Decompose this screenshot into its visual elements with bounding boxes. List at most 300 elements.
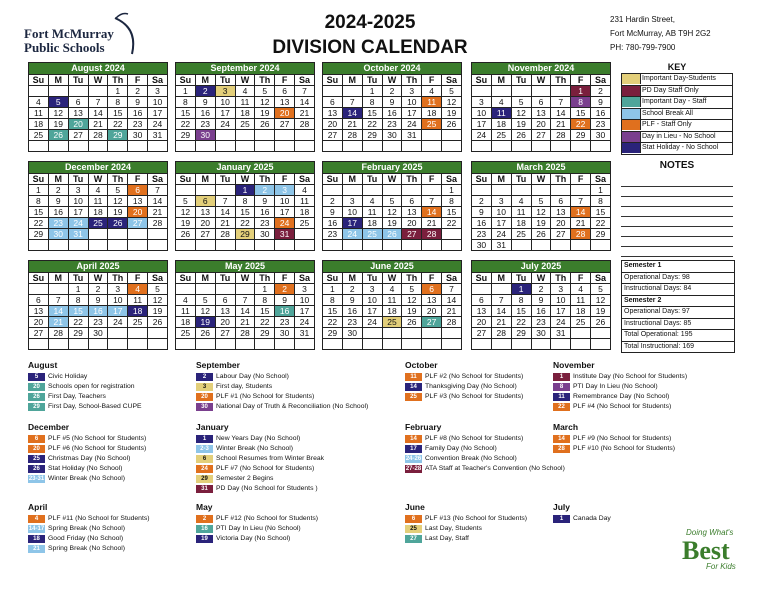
weekday-label: F: [128, 273, 148, 284]
day-cell: 10: [491, 207, 511, 218]
day-cell: 1: [571, 86, 591, 97]
key-swatch: [622, 97, 641, 107]
day-cell: 9: [255, 196, 275, 207]
day-cell: 2: [591, 86, 611, 97]
day-cell: 25: [29, 130, 49, 141]
weekday-label: Su: [472, 273, 492, 284]
weekday-label: Su: [176, 174, 196, 185]
day-cell: [551, 185, 571, 196]
event-label: Last Day, Staff: [425, 535, 469, 542]
day-cell: [215, 339, 235, 350]
event-label: Last Day, Students: [425, 525, 482, 532]
day-cell: 23: [342, 317, 362, 328]
day-cell: 23: [48, 218, 68, 229]
day-cell: 12: [511, 108, 531, 119]
day-cell: [422, 240, 442, 251]
day-cell: 20: [422, 306, 442, 317]
day-cell: [491, 141, 511, 152]
event-date-badge: 2: [196, 373, 213, 381]
day-cell: [235, 130, 255, 141]
day-cell: 3: [472, 97, 492, 108]
weekday-label: M: [491, 174, 511, 185]
day-cell: 29: [235, 229, 255, 240]
event-date-badge: 25: [405, 525, 422, 533]
event-label: Semester 2 Begins: [216, 475, 274, 482]
day-cell: 26: [148, 317, 168, 328]
event-label: School Resumes from Winter Break: [216, 455, 325, 462]
weekday-label: W: [235, 75, 255, 86]
day-cell: 11: [382, 295, 402, 306]
event-row: [28, 534, 150, 544]
event-label: PLF #2 (No School for Students): [425, 373, 524, 380]
day-cell: [491, 284, 511, 295]
event-row: [553, 402, 687, 412]
day-cell: 20: [323, 119, 343, 130]
key-swatch: [622, 74, 641, 84]
event-label: PLF #11 (No School for Students): [48, 515, 150, 522]
day-cell: 6: [29, 295, 49, 306]
day-cell: [342, 86, 362, 97]
day-cell: 18: [128, 306, 148, 317]
event-row: [28, 524, 150, 534]
day-cell: 24: [295, 317, 315, 328]
day-cell: 27: [275, 119, 295, 130]
weekday-label: Sa: [442, 273, 462, 284]
day-cell: [108, 328, 128, 339]
day-cell: 11: [422, 97, 442, 108]
day-cell: 7: [148, 185, 168, 196]
day-cell: [88, 339, 108, 350]
day-cell: 2: [255, 185, 275, 196]
day-cell: [591, 240, 611, 251]
weekday-label: F: [128, 174, 148, 185]
day-cell: 19: [195, 317, 215, 328]
day-cell: [275, 339, 295, 350]
weekday-label: Su: [472, 174, 492, 185]
day-cell: 23: [591, 119, 611, 130]
month-calendar: [471, 62, 611, 152]
weekday-label: Sa: [148, 75, 168, 86]
key-swatch: [622, 120, 641, 130]
day-cell: 27: [215, 328, 235, 339]
weekday-label: Th: [255, 273, 275, 284]
event-label: PLF #8 (No School for Students): [425, 435, 524, 442]
day-cell: 11: [88, 196, 108, 207]
day-cell: [108, 229, 128, 240]
day-cell: 13: [29, 306, 49, 317]
day-cell: 15: [511, 306, 531, 317]
day-cell: [591, 141, 611, 152]
day-cell: 14: [48, 306, 68, 317]
event-date-badge: 1: [196, 435, 213, 443]
day-cell: 16: [531, 306, 551, 317]
day-cell: 12: [108, 196, 128, 207]
day-cell: [442, 328, 462, 339]
weekday-label: Tu: [362, 273, 382, 284]
day-cell: [275, 141, 295, 152]
day-cell: 20: [551, 218, 571, 229]
event-label: Good Friday (No School): [48, 535, 124, 542]
day-cell: 22: [68, 317, 88, 328]
day-cell: 2: [342, 284, 362, 295]
day-cell: 4: [422, 86, 442, 97]
event-label: Institute Day (No School for Students): [573, 373, 688, 380]
day-cell: 11: [176, 306, 196, 317]
day-cell: 7: [491, 295, 511, 306]
day-cell: [128, 328, 148, 339]
key-item: [621, 109, 733, 121]
weekday-label: W: [88, 174, 108, 185]
day-cell: 8: [591, 196, 611, 207]
key-label: Day in Lieu - No School: [642, 132, 716, 140]
day-cell: 5: [195, 295, 215, 306]
weekday-label: F: [128, 75, 148, 86]
weekday-label: M: [48, 174, 68, 185]
day-cell: 4: [382, 284, 402, 295]
weekday-label: W: [531, 273, 551, 284]
day-cell: [88, 229, 108, 240]
day-cell: 9: [195, 97, 215, 108]
note-line: [621, 187, 733, 197]
month-calendar: [175, 260, 315, 350]
weekday-label: Tu: [511, 174, 531, 185]
day-cell: 6: [472, 295, 492, 306]
day-cell: 14: [442, 295, 462, 306]
event-group: [405, 360, 523, 402]
month-title: April 2025: [28, 260, 168, 272]
event-row: [405, 464, 565, 474]
day-cell: [422, 185, 442, 196]
day-cell: 21: [422, 218, 442, 229]
event-date-badge: 6: [28, 435, 45, 443]
event-row: [196, 474, 324, 484]
weekday-label: Tu: [68, 75, 88, 86]
day-cell: [551, 339, 571, 350]
day-cell: [571, 339, 591, 350]
weekday-label: M: [491, 273, 511, 284]
event-month: April: [28, 502, 48, 512]
day-cell: [402, 339, 422, 350]
day-cell: [176, 141, 196, 152]
day-cell: 5: [402, 284, 422, 295]
day-cell: 24: [148, 119, 168, 130]
brand-line-3: For Kids: [706, 562, 736, 571]
day-cell: [176, 284, 196, 295]
day-cell: 13: [128, 196, 148, 207]
event-row: [405, 372, 523, 382]
day-cell: 22: [235, 218, 255, 229]
weekday-label: Su: [29, 273, 49, 284]
event-group: [553, 360, 687, 412]
day-cell: 4: [88, 185, 108, 196]
day-cell: [295, 229, 315, 240]
day-cell: 9: [88, 295, 108, 306]
day-cell: 31: [68, 229, 88, 240]
event-row: [28, 514, 150, 524]
day-cell: [491, 185, 511, 196]
day-cell: 25: [491, 130, 511, 141]
day-cell: [571, 328, 591, 339]
day-cell: 9: [342, 295, 362, 306]
address-city: Fort McMurray, AB T9H 2G2: [610, 29, 711, 38]
weekday-label: Su: [472, 75, 492, 86]
day-cell: 30: [382, 130, 402, 141]
day-cell: 9: [128, 97, 148, 108]
day-cell: 29: [571, 130, 591, 141]
day-cell: 24: [362, 317, 382, 328]
day-cell: 8: [235, 196, 255, 207]
weekday-label: Tu: [362, 174, 382, 185]
day-cell: 21: [148, 207, 168, 218]
day-cell: 30: [255, 229, 275, 240]
day-cell: 28: [422, 229, 442, 240]
day-cell: [472, 86, 492, 97]
weekday-label: M: [491, 75, 511, 86]
day-cell: 20: [531, 119, 551, 130]
day-cell: 10: [362, 295, 382, 306]
day-cell: [323, 185, 343, 196]
day-cell: 15: [235, 207, 255, 218]
event-row: [196, 514, 318, 524]
event-month: December: [28, 422, 70, 432]
month-calendar: [471, 260, 611, 350]
event-group: [28, 502, 150, 554]
event-date-badge: 31: [196, 485, 213, 493]
event-row: [196, 392, 368, 402]
day-cell: [472, 284, 492, 295]
day-cell: 25: [511, 229, 531, 240]
event-label: Spring Break (No School): [48, 545, 126, 552]
day-cell: 25: [128, 317, 148, 328]
day-cell: 28: [235, 328, 255, 339]
day-cell: [571, 240, 591, 251]
day-cell: 10: [472, 108, 492, 119]
day-cell: [295, 141, 315, 152]
weekday-label: W: [382, 273, 402, 284]
event-row: [196, 484, 324, 494]
day-cell: 29: [68, 328, 88, 339]
day-cell: 22: [362, 119, 382, 130]
weekday-label: W: [88, 273, 108, 284]
day-cell: [323, 240, 343, 251]
day-cell: 1: [591, 185, 611, 196]
weekday-label: F: [422, 273, 442, 284]
day-cell: 13: [195, 207, 215, 218]
day-cell: 25: [382, 317, 402, 328]
day-cell: 23: [255, 218, 275, 229]
day-cell: 24: [551, 317, 571, 328]
event-date-badge: 23-31: [28, 476, 45, 482]
day-cell: 26: [442, 119, 462, 130]
weekday-label: F: [571, 174, 591, 185]
day-cell: 17: [402, 108, 422, 119]
day-cell: 4: [29, 97, 49, 108]
event-label: First Day, School-Based CUPE: [48, 403, 142, 410]
event-row: [28, 372, 142, 382]
day-cell: 23: [275, 317, 295, 328]
day-cell: 27: [68, 130, 88, 141]
day-cell: 11: [511, 207, 531, 218]
event-row: [553, 372, 687, 382]
day-cell: 16: [591, 108, 611, 119]
day-cell: [422, 141, 442, 152]
weekday-label: Th: [108, 273, 128, 284]
day-cell: [362, 185, 382, 196]
day-cell: [323, 86, 343, 97]
day-cell: [362, 141, 382, 152]
event-date-badge: 17: [405, 445, 422, 453]
day-cell: [402, 141, 422, 152]
weekday-label: Th: [402, 174, 422, 185]
weekday-label: Su: [29, 174, 49, 185]
day-cell: 18: [29, 119, 49, 130]
event-date-badge: 8: [553, 383, 570, 391]
event-month: November: [553, 360, 595, 370]
day-cell: 13: [323, 108, 343, 119]
month-title: May 2025: [175, 260, 315, 272]
day-cell: 25: [571, 317, 591, 328]
brand-line-1: Doing What's: [686, 528, 734, 537]
day-cell: [362, 240, 382, 251]
day-cell: 10: [108, 295, 128, 306]
day-cell: [472, 185, 492, 196]
day-cell: 14: [235, 306, 255, 317]
day-cell: 20: [215, 317, 235, 328]
event-date-badge: 3: [196, 383, 213, 391]
day-cell: [48, 284, 68, 295]
day-cell: 30: [128, 130, 148, 141]
day-cell: 6: [323, 97, 343, 108]
day-cell: [382, 328, 402, 339]
day-cell: [215, 185, 235, 196]
day-cell: 21: [342, 119, 362, 130]
day-cell: 30: [195, 130, 215, 141]
day-cell: 7: [571, 196, 591, 207]
event-label: PLF #5 (No School for Students): [48, 435, 147, 442]
day-cell: 1: [29, 185, 49, 196]
event-label: Remembrance Day (No School): [573, 393, 670, 400]
day-cell: 16: [48, 207, 68, 218]
event-row: [28, 382, 142, 392]
day-cell: 28: [295, 119, 315, 130]
day-cell: 21: [491, 317, 511, 328]
day-cell: 15: [362, 108, 382, 119]
day-cell: [68, 141, 88, 152]
day-cell: 27: [551, 229, 571, 240]
district-logo: [20, 10, 145, 60]
weekday-label: Th: [255, 174, 275, 185]
day-cell: [128, 240, 148, 251]
day-cell: [255, 130, 275, 141]
event-row: [405, 514, 527, 524]
day-cell: [342, 141, 362, 152]
month-title: September 2024: [175, 62, 315, 74]
day-cell: 9: [382, 97, 402, 108]
day-cell: 18: [422, 108, 442, 119]
day-cell: [176, 240, 196, 251]
day-cell: [235, 240, 255, 251]
title-text: DIVISION CALENDAR: [272, 37, 468, 58]
day-cell: 19: [382, 218, 402, 229]
day-cell: 19: [176, 218, 196, 229]
day-cell: [491, 86, 511, 97]
day-cell: 4: [571, 284, 591, 295]
event-label: New Years Day (No School): [216, 435, 301, 442]
event-label: PLF #13 (No School for Students): [425, 515, 528, 522]
day-cell: 30: [531, 328, 551, 339]
day-cell: 10: [215, 97, 235, 108]
event-date-badge: 24: [196, 465, 213, 473]
day-cell: 21: [551, 119, 571, 130]
day-cell: 17: [108, 306, 128, 317]
event-date-badge: 29: [28, 403, 45, 411]
day-cell: [511, 185, 531, 196]
day-cell: 3: [362, 284, 382, 295]
day-cell: 26: [176, 229, 196, 240]
event-row: [553, 434, 675, 444]
day-cell: 5: [255, 86, 275, 97]
day-cell: 30: [342, 328, 362, 339]
weekday-label: Tu: [511, 273, 531, 284]
event-label: Family Day (No School): [425, 445, 497, 452]
day-cell: 5: [176, 196, 196, 207]
day-cell: 8: [68, 295, 88, 306]
day-cell: 8: [255, 295, 275, 306]
day-cell: [531, 86, 551, 97]
event-label: PLF #10 (No School for Students): [573, 445, 676, 452]
day-cell: [148, 328, 168, 339]
day-cell: 16: [342, 306, 362, 317]
event-date-badge: 26: [28, 393, 45, 401]
event-row: [196, 524, 318, 534]
day-cell: 13: [68, 108, 88, 119]
day-cell: [531, 240, 551, 251]
event-date-badge: 29: [196, 475, 213, 483]
day-cell: 17: [275, 207, 295, 218]
weekday-label: Tu: [215, 273, 235, 284]
day-cell: 25: [88, 218, 108, 229]
day-cell: 26: [531, 229, 551, 240]
day-cell: [48, 86, 68, 97]
day-cell: 29: [255, 328, 275, 339]
day-cell: 20: [402, 218, 422, 229]
day-cell: [128, 339, 148, 350]
day-cell: 5: [591, 284, 611, 295]
day-cell: 6: [531, 97, 551, 108]
page-title: [255, 10, 485, 60]
day-cell: 27: [472, 328, 492, 339]
day-cell: 19: [108, 207, 128, 218]
event-date-badge: 4: [28, 515, 45, 523]
day-cell: [591, 339, 611, 350]
day-cell: 28: [88, 130, 108, 141]
weekday-label: M: [342, 273, 362, 284]
day-cell: 8: [511, 295, 531, 306]
event-label: PLF #9 (No School for Students): [573, 435, 672, 442]
day-cell: 3: [551, 284, 571, 295]
day-cell: 21: [235, 317, 255, 328]
event-label: PTI Day In Lieu (No School): [216, 525, 301, 532]
day-cell: 2: [531, 284, 551, 295]
day-cell: 3: [215, 86, 235, 97]
event-date-badge: 25: [405, 393, 422, 401]
weekday-label: Sa: [295, 273, 315, 284]
day-cell: [88, 86, 108, 97]
day-cell: 24: [215, 119, 235, 130]
event-row: [28, 464, 146, 474]
month-title: March 2025: [471, 161, 611, 173]
weekday-label: Sa: [148, 174, 168, 185]
